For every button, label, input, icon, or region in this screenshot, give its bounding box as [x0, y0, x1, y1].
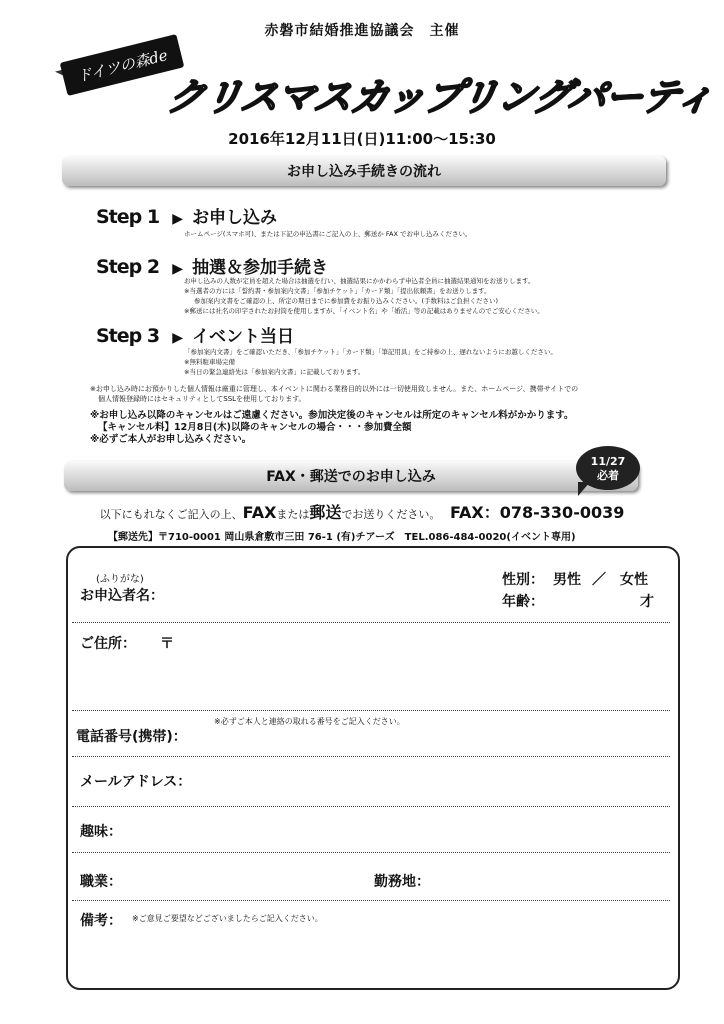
fax-instruction-post: でお送りください。 — [341, 508, 441, 521]
hobby-field[interactable] — [130, 816, 660, 844]
furigana-label: (ふりがな) — [96, 574, 144, 585]
fax-number: FAX：078-330-0039 — [449, 503, 625, 522]
divider — [72, 852, 670, 853]
age-unit: 才 — [640, 594, 654, 610]
play-arrow-icon: ▶ — [172, 211, 183, 227]
gender-label: 性別： — [502, 572, 544, 588]
fax-instruction — [0, 500, 724, 523]
divider — [72, 900, 670, 901]
email-label: メールアドレス： — [80, 774, 192, 790]
step2-text-1: お申し込みの人数が定員を超えた場合は抽選を行い、抽選結果にかかわらず申込者全員に抽選結果通知をお送りします。 — [184, 277, 535, 285]
step1-title: お申し込み — [192, 208, 278, 228]
step3-title: イベント当日 — [192, 327, 295, 347]
workplace-field[interactable] — [440, 864, 660, 892]
phone-label: 電話番号(携帯)： — [76, 729, 187, 745]
deadline-text: 必着 — [597, 469, 619, 482]
divider — [72, 710, 670, 711]
fax-heading: FAX・郵送でのお申し込み — [266, 469, 436, 485]
age-label: 年齢： — [502, 594, 544, 610]
phone-field[interactable] — [210, 724, 660, 750]
deadline-badge — [576, 446, 640, 490]
self-apply-note: ※必ずご本人がお申し込みください。 — [90, 434, 252, 445]
step1-label: Step 1 — [96, 206, 160, 228]
remarks-note: ※ご意見ご要望などございましたらご記入ください。 — [132, 914, 323, 923]
play-arrow-icon: ▶ — [172, 330, 183, 346]
step3-text-1: 「参加案内文書」をご確認いただき、「参加チケット」「カード類」「筆記用具」をご持参の上、遅れないようにお越しください。 — [184, 348, 557, 356]
fax-instruction-pre: 以下にもれなくご記入の上、 — [99, 508, 243, 521]
cancel-fee-note: 【キャンセル料】12月8日(木)以降のキャンセルの場合・・・参加費全額 — [98, 422, 412, 433]
flow-heading-band — [62, 156, 666, 186]
address-label: ご住所： — [80, 636, 136, 652]
step3-label: Step 3 — [96, 325, 160, 347]
hobby-label: 趣味： — [80, 824, 122, 840]
step3 — [96, 322, 294, 347]
fax-heading-band — [64, 461, 638, 491]
flow-heading: お申し込み手続きの流れ — [287, 164, 441, 180]
play-arrow-icon: ▶ — [172, 261, 183, 277]
divider — [72, 756, 670, 757]
fax-instruction-mata: または — [276, 508, 310, 521]
step2-text-3: 参加案内文書をご確認の上、所定の期日までに参加費をお振り込みください。(手数料はご負担ください) — [194, 297, 499, 305]
privacy-notes — [90, 384, 578, 404]
remarks-label: 備考： — [80, 913, 122, 929]
address-field[interactable] — [180, 628, 660, 708]
mailing-address: 【郵送先】〒710-0001 岡山県倉敷市三田 76-1 (有)チアーズ TEL.086-484-0020(イベント専用) — [108, 532, 576, 543]
job-label: 職業： — [80, 874, 122, 890]
step1-text: ホームページ(スマホ可)、または下記の申込書にご記入の上、郵送か FAX でお申し込みください。 — [184, 230, 472, 238]
step1 — [96, 203, 277, 228]
job-field[interactable] — [130, 864, 360, 892]
divider — [72, 806, 670, 807]
fax-word: FAX — [242, 503, 277, 522]
cancel-note-1: ※お申し込み以降のキャンセルはご遠慮ください。参加決定後のキャンセルは所定のキャンセル料がかかります。 — [90, 410, 574, 421]
gender-male-option[interactable]: 男性 — [553, 572, 581, 588]
title-ribbon: ドイツの森de — [60, 34, 185, 96]
step2-title: 抽選＆参加手続き — [192, 258, 329, 278]
step2 — [96, 253, 328, 278]
privacy-note-1: ※お申し込み時にお預かりした個人情報は厳重に管理し、本イベントに関わる業務目的以外には一切使用致しません。また、ホームページ、携帯サイトでの — [90, 385, 579, 393]
step2-text-4: ※郵送には社名の印字されたお封筒を使用しますが、「イベント名」や「婚活」等の記載はありませんのでご安心ください。 — [184, 307, 544, 315]
step2-label: Step 2 — [96, 256, 160, 278]
event-title: クリスマスカップリングパーティ — [164, 75, 717, 119]
email-field[interactable] — [185, 766, 660, 794]
age-field[interactable] — [550, 590, 632, 610]
organizer: 赤磐市結婚推進協議会 主催 — [264, 23, 460, 39]
cancel-notes — [90, 410, 573, 446]
workplace-label: 勤務地： — [374, 874, 430, 890]
step3-text-2: ※無料駐車場完備 — [184, 358, 235, 366]
gender-female-option[interactable]: 女性 — [620, 572, 648, 588]
deadline-date: 11/27 — [590, 455, 626, 468]
name-field[interactable] — [210, 566, 490, 610]
name-label: お申込者名： — [80, 588, 164, 604]
phone-note: ※必ずご本人と連絡の取れる番号をご記入ください。 — [214, 717, 405, 726]
postal-mark: 〒 — [160, 636, 174, 652]
event-date: 2016年12月11日(日)11:00〜15:30 — [228, 130, 496, 148]
privacy-note-2: 個人情報登録時にはセキュリティとしてSSLを使用しております。 — [98, 395, 306, 403]
slash: ／ — [592, 572, 606, 588]
step2-text-2: ※当選者の方には「誓約書・参加案内文書」「参加チケット」「カード類」「提出依頼書」をお送りします。 — [184, 287, 491, 295]
remarks-field[interactable] — [80, 930, 660, 980]
mail-word: 郵送 — [309, 503, 342, 522]
step3-text-3: ※当日の緊急連絡先は「参加案内文書」に記載しております。 — [184, 368, 365, 376]
divider — [72, 622, 670, 623]
